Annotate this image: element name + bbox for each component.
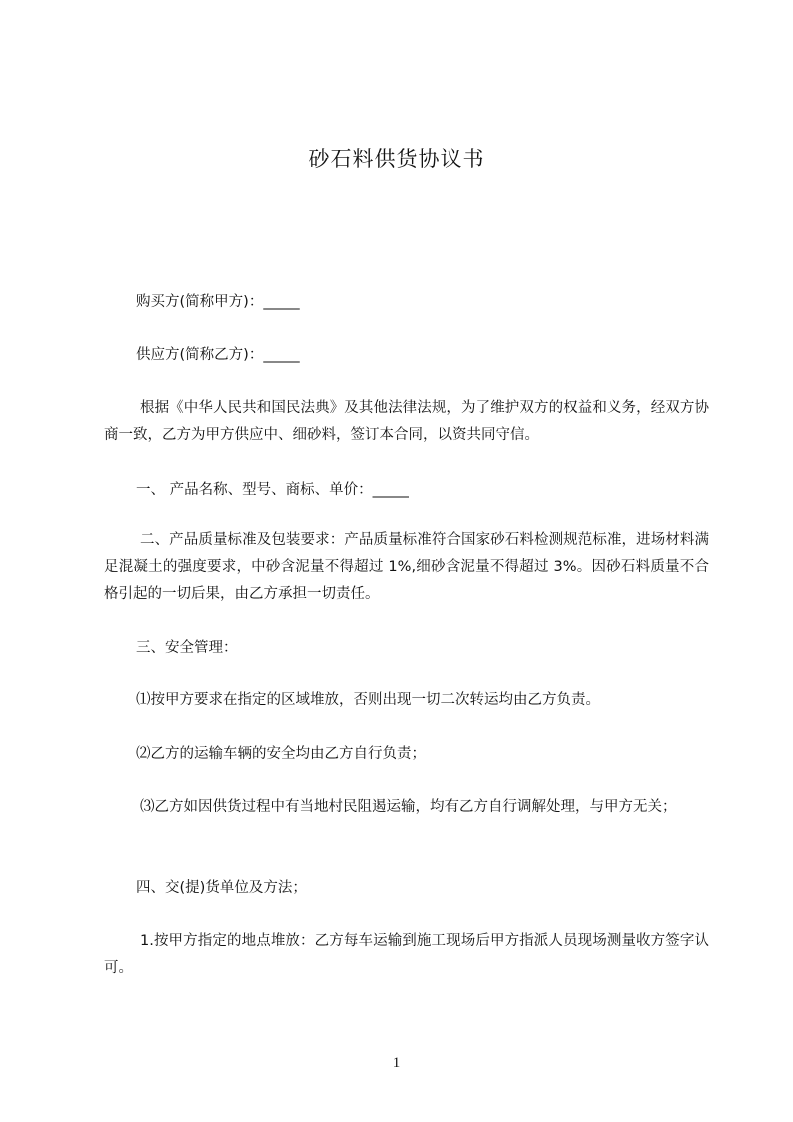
intro-paragraph: 根据《中华人民共和国民法典》及其他法律法规，为了维护双方的权益和义务，经双方协商一致，乙方为甲方供应中、细砂料，签订本合同，以资共同守信。 [104,400,709,443]
section-3-item-3: ⑶乙方如因供货过程中有当地村民阻遏运输，均有乙方自行调解处理，与甲方无关； [140,799,677,815]
page-number: 1 [392,1055,401,1071]
section-4-item-1: 1.按甲方指定的地点堆放：乙方每车运输到施工现场后甲方指派人员现场测量收方签字认可。 [104,933,709,976]
buyer-line: 购买方(简称甲方)：_____ [136,294,300,310]
section-3-item-2: ⑵乙方的运输车辆的安全均由乙方自行负责； [136,746,426,762]
section-3-heading: 三、安全管理： [136,640,238,656]
section-4-heading: 四、交(提)货单位及方法； [136,880,307,896]
section-1-heading: 一、 产品名称、型号、商标、单价：_____ [136,482,409,498]
section-2-paragraph: 二、产品质量标准及包装要求：产品质量标准符合国家砂石料检测规范标准，进场材料满足混凝土的强度要求，中砂含泥量不得超过 1%,细砂含泥量不得超过 3%。因砂石料质量不合格引起的一切后果，由乙方承担一切责任。 [104,532,709,602]
document-title: 砂石料供货协议书 [308,147,485,171]
section-3-item-1: ⑴按甲方要求在指定的区域堆放，否则出现一切二次转运均由乙方负责。 [136,692,600,708]
supplier-line: 供应方(简称乙方)：_____ [136,347,300,363]
